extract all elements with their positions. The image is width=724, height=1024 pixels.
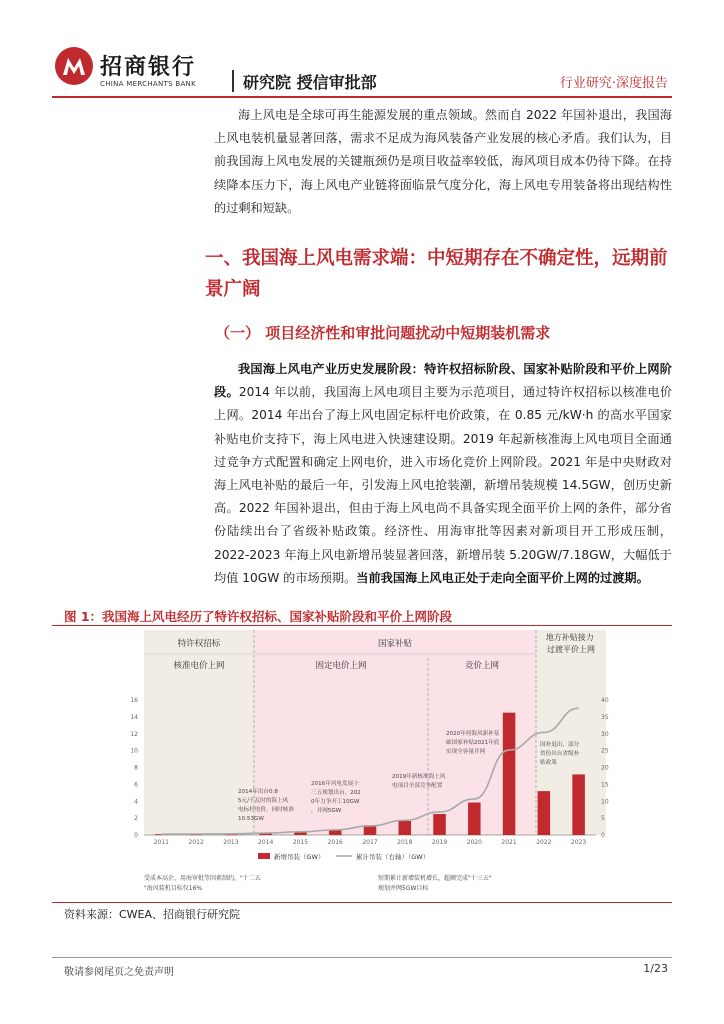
x-tick-label: 2011 bbox=[153, 839, 170, 846]
body-paragraph bbox=[214, 358, 672, 590]
annotation-2022: 国补退出，部分省份出台省级补贴政策 bbox=[540, 742, 580, 766]
phase-sub-bidding: 竞价上网 bbox=[464, 661, 500, 671]
figure-title: 图 1：我国海上风电经历了特许权招标、国家补贴阶段和平价上网阶段 bbox=[64, 609, 453, 624]
y-axis-left bbox=[130, 697, 138, 839]
y-left-tick-label: 2 bbox=[134, 815, 138, 823]
bar bbox=[503, 713, 516, 835]
annotation-2014: 2014年出台0.8 5元/千瓦时的海上风电标杆电价，同时核准 10.53GW bbox=[238, 789, 294, 822]
y-left-tick-label: 16 bbox=[130, 697, 138, 704]
x-axis-ticks bbox=[154, 839, 587, 846]
y-left-tick-label: 12 bbox=[130, 730, 138, 738]
figure-rule-bottom bbox=[52, 902, 672, 903]
x-tick-label: 2020 bbox=[466, 839, 482, 846]
footer-disclaimer: 敬请参阅尾页之免责声明 bbox=[64, 967, 174, 978]
y-left-tick-label: 4 bbox=[134, 798, 138, 806]
x-tick-label: 2014 bbox=[258, 839, 274, 846]
x-tick-label: 2021 bbox=[501, 839, 517, 846]
note-right: 短期累计新增装机增长，超额完成"十三五"规划并网5GW目标 bbox=[378, 875, 492, 892]
annotation-2020: 2020年何海风新补基础国家补贴2021年底实现全容量并网 bbox=[446, 731, 500, 755]
x-tick-label: 2016 bbox=[327, 839, 343, 846]
phase-label-subsidy: 国家补贴 bbox=[377, 639, 413, 649]
y-right-tick-label: 35 bbox=[601, 713, 609, 721]
header-rule bbox=[52, 96, 672, 98]
legend-bar-label: 新增吊装（GW） bbox=[274, 853, 325, 861]
body-lead-bold: 我国海上风电产业历史发展阶段：特许权招标阶段、国家补贴阶段和平价上网阶段。 bbox=[214, 362, 672, 400]
phase-sub-concession: 核准电价上网 bbox=[173, 661, 225, 671]
y-right-tick-label: 30 bbox=[601, 730, 609, 738]
x-tick-label: 2019 bbox=[431, 839, 448, 846]
header-divider bbox=[232, 70, 234, 92]
bar bbox=[572, 774, 585, 835]
section-heading: 一、我国海上风电需求端：中短期存在不确定性，远期前景广阔 bbox=[205, 248, 668, 300]
y-right-tick-label: 15 bbox=[601, 781, 609, 789]
y-left-tick-label: 14 bbox=[130, 713, 138, 721]
y-left-tick-label: 0 bbox=[134, 832, 138, 839]
y-left-tick-label: 8 bbox=[134, 764, 138, 772]
figure-rule-top bbox=[52, 625, 672, 626]
bar bbox=[433, 814, 446, 835]
x-tick-label: 2012 bbox=[188, 839, 204, 846]
legend-bar-swatch bbox=[258, 853, 270, 859]
bar bbox=[538, 791, 551, 835]
x-tick-label: 2022 bbox=[536, 839, 552, 846]
note-left: 受成本高企、用海审批等因素制约，"十二五"海风装机目标仅16% bbox=[144, 875, 261, 892]
phase-sub-fixed: 固定电价上网 bbox=[315, 661, 367, 671]
brand-name-en: CHINA MERCHANTS BANK bbox=[100, 80, 196, 88]
legend-line-label: 累计吊装（右轴）（GW） bbox=[356, 853, 430, 861]
y-left-tick-label: 10 bbox=[130, 747, 138, 755]
page-number: 1/23 bbox=[643, 962, 668, 975]
x-tick-label: 2013 bbox=[223, 839, 239, 846]
x-tick-label: 2018 bbox=[397, 839, 413, 846]
department-label: 研究院 授信审批部 bbox=[243, 73, 377, 92]
chart bbox=[116, 628, 609, 902]
x-tick-label: 2017 bbox=[362, 839, 378, 846]
report-category: 行业研究·深度报告 bbox=[559, 76, 668, 91]
annotation-2016: 2016年风电发展十三五规划出台，202 0年力争开工10GW ，并网5GW bbox=[311, 781, 361, 814]
x-tick-label: 2023 bbox=[570, 839, 587, 846]
phase-label-concession: 特许权招标 bbox=[177, 639, 221, 649]
intro-paragraph: 海上风电是全球可再生能源发展的重点领域。然而自 2022 年国补退出，我国海上风电装机量显著回落，需求不足成为海风装备产业发展的核心矛盾。我们认为，目前我国海上风电发展的关键瓶颈仍是项目收益率较低，海风项目成本仍待下降。在持续降本压力下，海上风电产业链将面临景气度分化，海上风电专用装备将出现结构性的过剩和短缺。 bbox=[214, 108, 672, 215]
y-right-tick-label: 20 bbox=[601, 764, 609, 772]
bar bbox=[468, 803, 481, 835]
y-right-tick-label: 5 bbox=[601, 815, 605, 823]
phase-label-transition-line: 过渡平价上网 bbox=[547, 645, 595, 654]
subsection-heading: （一） 项目经济性和审批问题扰动中短期装机需求 bbox=[215, 324, 551, 342]
y-left-tick-label: 6 bbox=[134, 781, 138, 789]
y-right-tick-label: 10 bbox=[601, 798, 609, 806]
phase-label-transition-line: 地方补贴接力 bbox=[545, 633, 594, 642]
body-text: 2014 年以前，我国海上风电项目主要为示范项目，通过特许权招标以核准电价上网。2014 年出台了海上风电固定标杆电价政策，在 0.85 元/kW·h 的高水平国家补贴电价支持下，海上风电进入快速建设期。2019 年起新核准海上风电项目全面通过竞争方式配置和确定上网电价，进入市场化竞价上网阶段。2021 年是中央财政对海上风电补贴的最后一年，引发海上风电抢装潮，新增吊装规模 14.5GW，创历史新高。2022 年国补退出，但由于海上风电尚不具备实现全面平价上网的条件，部分省份陆续出台了省级补贴政策。经济性、用海审批等因素对新项目开工形成压制，2022-2023 年海上风电新增吊装显著回落，新增吊装 5.20GW/7.18GW，大幅低于均值 10GW 的市场预期。 bbox=[214, 385, 673, 585]
y-right-tick-label: 40 bbox=[601, 697, 609, 704]
x-tick-label: 2015 bbox=[292, 839, 309, 846]
y-right-tick-label: 0 bbox=[601, 832, 605, 839]
y-right-tick-label: 25 bbox=[601, 747, 609, 755]
brand-name-cn: 招商银行 bbox=[100, 55, 197, 80]
annotation-2019: 2019年新核准海上风电项目全部竞争配置 bbox=[392, 774, 446, 789]
footer-rule bbox=[52, 957, 672, 958]
bar bbox=[329, 830, 342, 835]
bar bbox=[225, 835, 238, 836]
body-tail-bold: 当前我国海上风电正处于走向全面平价上网的过渡期。 bbox=[356, 570, 649, 585]
figure-source: 资料来源：CWEA、招商银行研究院 bbox=[64, 908, 241, 921]
cmb-logo-icon bbox=[54, 46, 94, 86]
bar bbox=[399, 821, 412, 835]
